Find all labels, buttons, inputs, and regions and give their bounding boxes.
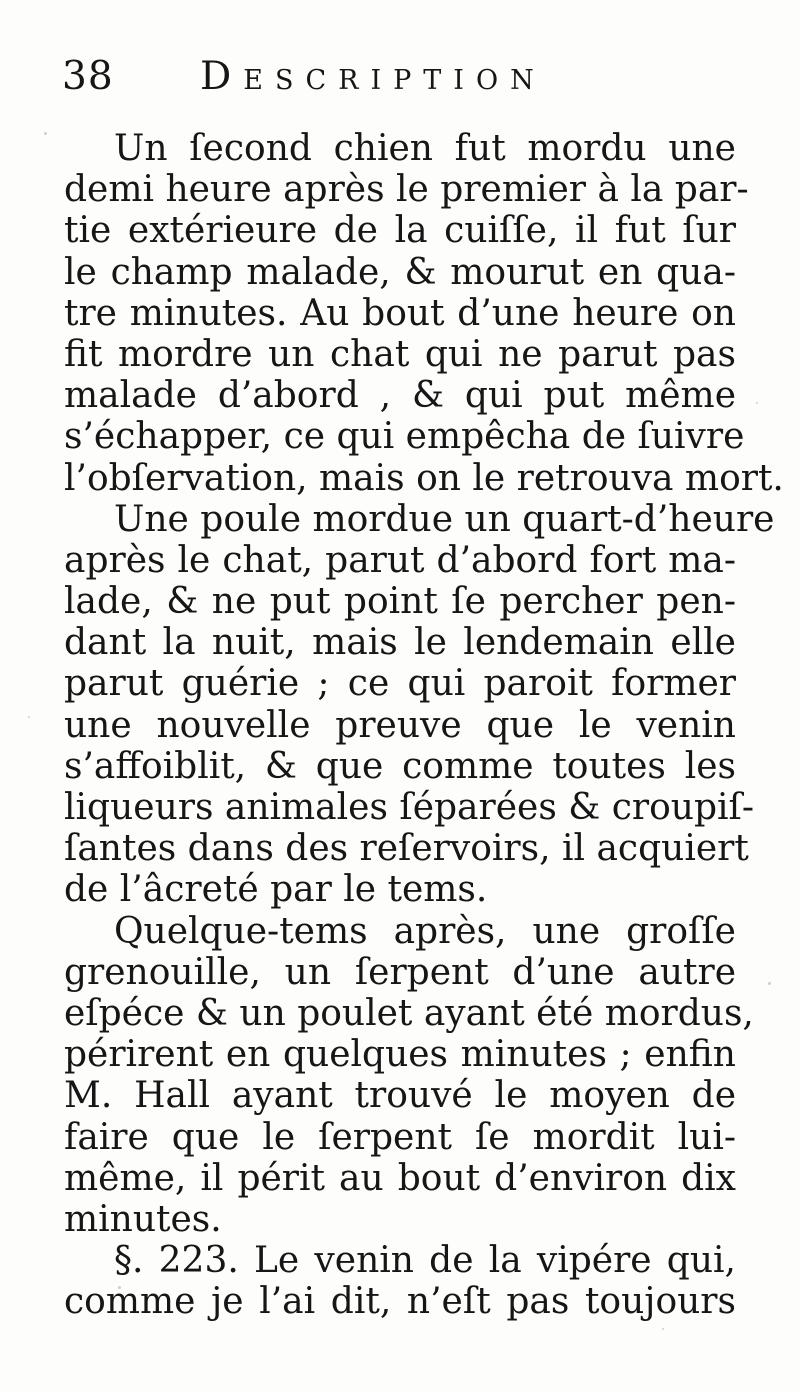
text-line: fit mordre un chat qui ne parut pas	[64, 333, 736, 375]
paper-speck	[768, 982, 771, 985]
text-line: Un ſecond chien fut mordu une	[114, 128, 736, 169]
text-line: demi heure après le premier à la par-	[64, 169, 749, 211]
text-line: s’échapper, ce qui empêcha de ſuivre	[64, 416, 745, 458]
text-line: après le chat, parut d’abord fort ma-	[64, 539, 736, 581]
paragraph	[64, 1240, 736, 1322]
paper-speck	[662, 1328, 664, 1330]
body-text	[64, 128, 784, 1323]
page-header	[62, 54, 742, 106]
text-line: malade d’abord , & qui put même	[64, 375, 736, 417]
text-line: minutes.	[64, 1198, 222, 1240]
text-line: parut guérie ; ce qui paroit former	[64, 663, 736, 705]
running-head: Description	[200, 54, 546, 99]
text-line: s’affoiblit, & que comme toutes les	[64, 745, 736, 787]
text-line: Quelque-tems après, une groſſe	[114, 910, 736, 952]
text-line: Une poule mordue un quart-d’heure	[114, 498, 775, 540]
text-line: liqueurs animales ſéparées & croupiſ-	[64, 787, 755, 828]
paragraph	[64, 910, 754, 1241]
paper-speck	[756, 402, 758, 404]
paper-speck	[118, 1286, 121, 1289]
text-line: périrent en quelques minutes ; enfin	[64, 1034, 736, 1076]
page-number: 38	[62, 54, 114, 99]
text-line: §. 223. Le venin de la vipére qui,	[114, 1240, 736, 1282]
text-line: une nouvelle preuve que le venin	[64, 704, 736, 746]
text-line: tre minutes. Au bout d’une heure on	[64, 292, 736, 334]
text-line: l’obſervation, mais on le retrouva mort.	[64, 457, 784, 499]
paragraph	[64, 498, 775, 911]
text-line: lade, & ne put point ſe percher pen-	[64, 581, 736, 623]
text-line: de l’âcreté par le tems.	[64, 869, 488, 911]
paper-speck	[44, 132, 47, 135]
text-line: dant la nuit, mais le lendemain elle	[64, 622, 736, 664]
text-line: eſpéce & un poulet ayant été mordus,	[64, 992, 754, 1034]
text-line: grenouille, un ſerpent d’une autre	[64, 951, 736, 993]
text-line: M. Hall ayant trouvé le moyen de	[64, 1075, 736, 1117]
text-line: ſantes dans des reſervoirs, il acquiert	[64, 828, 749, 870]
paragraph	[64, 128, 784, 499]
text-line: faire que le ſerpent ſe mordit lui-	[64, 1116, 736, 1158]
text-line: le champ malade, & mourut en qua-	[64, 251, 736, 293]
paper-speck	[28, 716, 30, 718]
text-line: comme je l’ai dit, n’eſt pas toujours	[64, 1281, 736, 1323]
text-line: tie extérieure de la cuiſſe, il fut ſur	[64, 210, 736, 252]
text-line: même, il périt au bout d’environ dix	[64, 1157, 736, 1199]
